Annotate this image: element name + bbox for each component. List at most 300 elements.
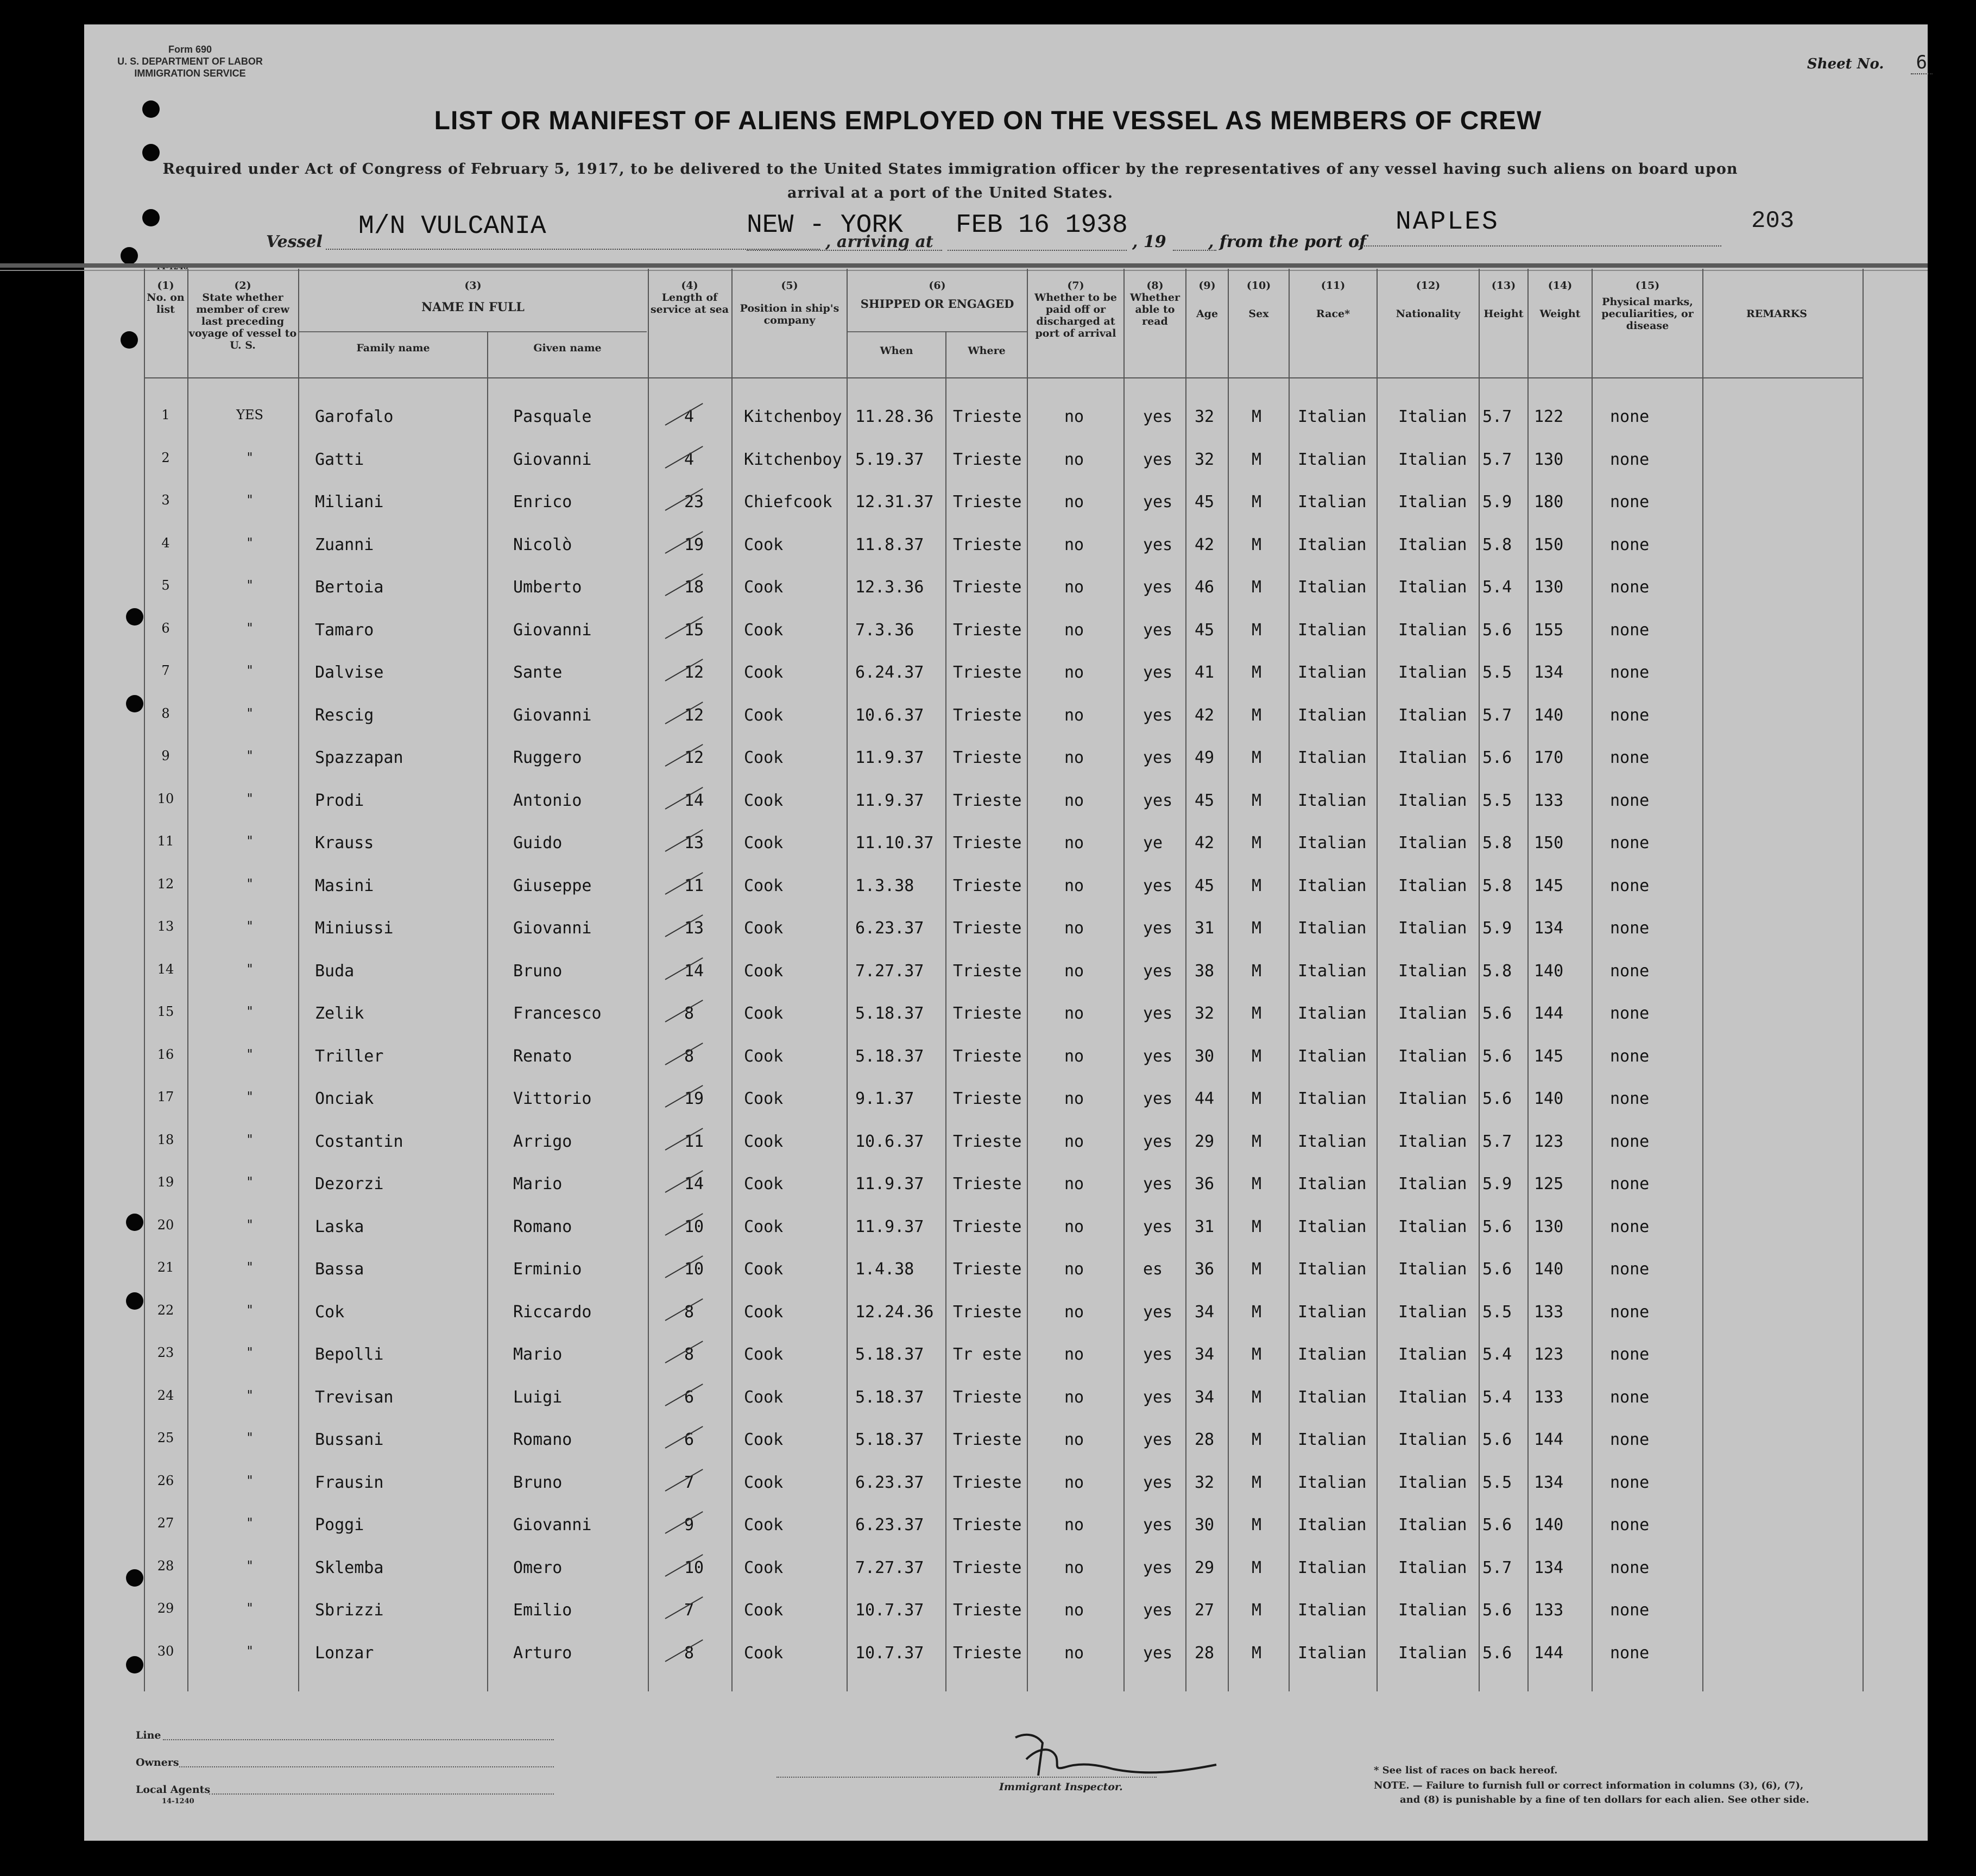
sex: M — [1252, 1430, 1262, 1449]
given-name: Enrico — [513, 492, 572, 511]
given-name: Pasquale — [513, 407, 592, 426]
nationality: Italian — [1398, 1558, 1467, 1577]
nationality: Italian — [1398, 1046, 1467, 1066]
family-name: Lonzar — [315, 1643, 374, 1663]
race: Italian — [1298, 450, 1367, 469]
given-name: Umberto — [513, 578, 582, 597]
shipped-when: 5.18.37 — [855, 1345, 924, 1364]
position: Kitchenboy — [744, 407, 842, 426]
physical-marks: none — [1610, 1515, 1650, 1534]
nationality: Italian — [1398, 1302, 1467, 1322]
height: 5.6 — [1482, 1430, 1512, 1449]
physical-marks: none — [1610, 961, 1650, 981]
family-name: Frausin — [315, 1473, 384, 1492]
previous-voyage: " — [247, 1601, 253, 1616]
position: Cook — [744, 663, 784, 682]
age: 44 — [1195, 1089, 1215, 1108]
race: Italian — [1298, 1046, 1367, 1066]
race: Italian — [1298, 705, 1367, 725]
departure-port: NAPLES — [1396, 207, 1499, 237]
row-number: 22 — [157, 1302, 174, 1318]
physical-marks: none — [1610, 1601, 1650, 1620]
family-name: Onciak — [315, 1089, 374, 1108]
length-of-service: 6 — [684, 1387, 695, 1407]
sex: M — [1252, 748, 1262, 767]
shipped-when: 5.18.37 — [855, 1004, 924, 1023]
nationality: Italian — [1398, 578, 1467, 597]
col-7-header: (7) Whether to be paid off or discharged at port of arrival — [1034, 280, 1117, 339]
family-name: Miniussi — [315, 919, 394, 938]
family-name: Masini — [315, 876, 374, 895]
previous-voyage: " — [247, 1046, 253, 1062]
age: 36 — [1195, 1174, 1215, 1193]
length-of-service: 4 — [684, 407, 695, 426]
age: 34 — [1195, 1387, 1215, 1407]
shipped-where: Trieste — [953, 1089, 1022, 1108]
length-of-service: 8 — [684, 1302, 695, 1322]
weight: 130 — [1534, 1217, 1564, 1236]
from-port-label: , from the port of — [1208, 232, 1367, 251]
family-name-header: Family name — [356, 342, 430, 354]
col-4-header: (4) Length of service at sea — [650, 280, 729, 315]
length-of-service: 14 — [684, 1174, 704, 1193]
given-name: Emilio — [513, 1601, 572, 1620]
sex: M — [1252, 1302, 1262, 1322]
row-number: 6 — [161, 620, 170, 636]
weight: 140 — [1534, 1515, 1564, 1534]
previous-voyage: " — [247, 1558, 253, 1574]
nationality: Italian — [1398, 1387, 1467, 1407]
given-name: Ruggero — [513, 748, 582, 767]
previous-voyage: " — [247, 450, 253, 465]
given-name: Nicolò — [513, 535, 572, 554]
position: Chiefcook — [744, 492, 832, 511]
owners-label: Owners — [136, 1757, 179, 1768]
previous-voyage: " — [247, 535, 253, 551]
race: Italian — [1298, 1302, 1367, 1322]
shipped-where: Trieste — [953, 1473, 1022, 1492]
paid-off: no — [1064, 1046, 1084, 1066]
shipped-when: 10.7.37 — [855, 1601, 924, 1620]
height: 5.6 — [1482, 748, 1512, 767]
length-of-service: 11 — [684, 1132, 704, 1151]
physical-marks: none — [1610, 1217, 1650, 1236]
sex: M — [1252, 450, 1262, 469]
nationality: Italian — [1398, 1430, 1467, 1449]
previous-voyage: " — [247, 492, 253, 508]
physical-marks: none — [1610, 919, 1650, 938]
previous-voyage: " — [247, 1174, 253, 1190]
position: Cook — [744, 1473, 784, 1492]
able-to-read: yes — [1143, 791, 1173, 810]
height: 5.9 — [1482, 492, 1512, 511]
weight: 144 — [1534, 1430, 1564, 1449]
height: 5.7 — [1482, 1558, 1512, 1577]
shipped-when: 7.27.37 — [855, 961, 924, 981]
paid-off: no — [1064, 919, 1084, 938]
paid-off: no — [1064, 748, 1084, 767]
race: Italian — [1298, 663, 1367, 682]
sex: M — [1252, 919, 1262, 938]
given-name: Sante — [513, 663, 563, 682]
family-name: Tamaro — [315, 620, 374, 640]
weight: 140 — [1534, 1260, 1564, 1279]
sex: M — [1252, 620, 1262, 640]
row-number: 12 — [157, 876, 174, 892]
form-issuer — [103, 43, 277, 79]
row-number: 21 — [157, 1260, 174, 1275]
given-name: Guido — [513, 833, 563, 852]
length-of-service: 8 — [684, 1046, 695, 1066]
weight: 133 — [1534, 1302, 1564, 1322]
col-13-header: (13) Height — [1483, 280, 1524, 320]
age: 34 — [1195, 1345, 1215, 1364]
given-name: Mario — [513, 1345, 563, 1364]
footer-form-code: 14-1240 — [162, 1797, 194, 1805]
shipped-when: 11.28.36 — [855, 407, 934, 426]
row-number: 25 — [157, 1430, 174, 1445]
sex: M — [1252, 1601, 1262, 1620]
previous-voyage: " — [247, 578, 253, 593]
position: Cook — [744, 876, 784, 895]
family-name: Sklemba — [315, 1558, 384, 1577]
physical-marks: none — [1610, 1558, 1650, 1577]
able-to-read: yes — [1143, 1004, 1173, 1023]
sex: M — [1252, 663, 1262, 682]
shipped-where: Trieste — [953, 876, 1022, 895]
height: 5.5 — [1482, 663, 1512, 682]
age: 45 — [1195, 791, 1215, 810]
weight: 125 — [1534, 1174, 1564, 1193]
position: Cook — [744, 1601, 784, 1620]
age: 31 — [1195, 1217, 1215, 1236]
length-of-service: 8 — [684, 1004, 695, 1023]
vessel-label: Vessel — [266, 232, 323, 251]
able-to-read: yes — [1143, 578, 1173, 597]
family-name: Spazzapan — [315, 748, 403, 767]
row-number: 13 — [157, 919, 174, 934]
able-to-read: yes — [1143, 620, 1173, 640]
previous-voyage: " — [247, 663, 253, 678]
shipped-when: 7.3.36 — [855, 620, 914, 640]
weight: 133 — [1534, 1601, 1564, 1620]
age: 45 — [1195, 620, 1215, 640]
family-name: Gatti — [315, 450, 364, 469]
race: Italian — [1298, 1217, 1367, 1236]
col-3-header: (3) NAME IN FULL — [421, 280, 525, 314]
physical-marks: none — [1610, 876, 1650, 895]
shipped-when: 11.8.37 — [855, 535, 924, 554]
row-number: 9 — [161, 748, 170, 763]
col-15-header: (15) Physical marks, peculiarities, or disease — [1601, 280, 1694, 332]
position: Cook — [744, 833, 784, 852]
position: Cook — [744, 1046, 784, 1066]
age: 46 — [1195, 578, 1215, 597]
sheet-label: Sheet No. — [1807, 56, 1884, 72]
service-name: IMMIGRATION SERVICE — [134, 68, 246, 79]
physical-marks: none — [1610, 705, 1650, 725]
shipped-where: Trieste — [953, 663, 1022, 682]
family-name: Cok — [315, 1302, 345, 1322]
arriving-label: , arriving at — [825, 232, 933, 251]
weight: 122 — [1534, 407, 1564, 426]
physical-marks: none — [1610, 1004, 1650, 1023]
punch-hole — [126, 1292, 143, 1310]
row-number: 29 — [157, 1601, 174, 1616]
shipped-when: 5.19.37 — [855, 450, 924, 469]
given-name: Romano — [513, 1430, 572, 1449]
race: Italian — [1298, 919, 1367, 938]
paid-off: no — [1064, 407, 1084, 426]
row-number: 2 — [161, 450, 170, 465]
year-label: , 19 — [1132, 232, 1166, 251]
position: Cook — [744, 1643, 784, 1663]
weight: 144 — [1534, 1643, 1564, 1663]
able-to-read: yes — [1143, 876, 1173, 895]
age: 34 — [1195, 1302, 1215, 1322]
row-number: 10 — [157, 791, 174, 806]
physical-marks: none — [1610, 748, 1650, 767]
previous-voyage: " — [247, 1217, 253, 1233]
length-of-service: 6 — [684, 1430, 695, 1449]
physical-marks: none — [1610, 1089, 1650, 1108]
paid-off: no — [1064, 1302, 1084, 1322]
given-name: Mario — [513, 1174, 563, 1193]
given-name: Arrigo — [513, 1132, 572, 1151]
age: 49 — [1195, 748, 1215, 767]
row-number: 8 — [161, 705, 170, 721]
row-number: 16 — [157, 1046, 174, 1062]
age: 30 — [1195, 1046, 1215, 1066]
sheet-value: 6 — [1911, 52, 1933, 74]
family-name: Miliani — [315, 492, 384, 511]
shipped-where: Trieste — [953, 407, 1022, 426]
given-name: Arturo — [513, 1643, 572, 1663]
paid-off: no — [1064, 1430, 1084, 1449]
able-to-read: yes — [1143, 748, 1173, 767]
nationality: Italian — [1398, 748, 1467, 767]
race: Italian — [1298, 748, 1367, 767]
department-name: U. S. DEPARTMENT OF LABOR — [117, 56, 263, 67]
sex: M — [1252, 1515, 1262, 1534]
able-to-read: yes — [1143, 1643, 1173, 1663]
sex: M — [1252, 833, 1262, 852]
weight: 180 — [1534, 492, 1564, 511]
length-of-service: 10 — [684, 1558, 704, 1577]
given-name: Giuseppe — [513, 876, 592, 895]
row-number: 23 — [157, 1345, 174, 1360]
shipped-when: 10.6.37 — [855, 1132, 924, 1151]
nationality: Italian — [1398, 1643, 1467, 1663]
race: Italian — [1298, 1601, 1367, 1620]
length-of-service: 4 — [684, 450, 695, 469]
able-to-read: yes — [1143, 1558, 1173, 1577]
weight: 145 — [1534, 876, 1564, 895]
shipped-where: Trieste — [953, 1515, 1022, 1534]
previous-voyage: " — [247, 1132, 253, 1147]
age: 32 — [1195, 407, 1215, 426]
punch-hole — [121, 331, 138, 349]
row-number: 3 — [161, 492, 170, 508]
paid-off: no — [1064, 1387, 1084, 1407]
row-number: 14 — [157, 961, 174, 977]
length-of-service: 11 — [684, 876, 704, 895]
shipped-when: 6.23.37 — [855, 1473, 924, 1492]
punch-hole — [126, 1214, 143, 1231]
sex: M — [1252, 1004, 1262, 1023]
row-number: 26 — [157, 1473, 174, 1488]
physical-marks: none — [1610, 1345, 1650, 1364]
nationality: Italian — [1398, 450, 1467, 469]
able-to-read: es — [1143, 1260, 1163, 1279]
length-of-service: 9 — [684, 1515, 695, 1534]
physical-marks: none — [1610, 1302, 1650, 1322]
sex: M — [1252, 407, 1262, 426]
age: 45 — [1195, 876, 1215, 895]
col-10-header: (10) Sex — [1246, 280, 1271, 320]
shipped-where: Trieste — [953, 578, 1022, 597]
nationality: Italian — [1398, 663, 1467, 682]
punch-hole — [142, 209, 160, 226]
nationality: Italian — [1398, 876, 1467, 895]
weight: 150 — [1534, 833, 1564, 852]
sex: M — [1252, 578, 1262, 597]
paid-off: no — [1064, 1089, 1084, 1108]
shipped-where: Trieste — [953, 1132, 1022, 1151]
weight: 134 — [1534, 1473, 1564, 1492]
col-14-header: (14) Weight — [1539, 280, 1581, 320]
previous-voyage: " — [247, 705, 253, 721]
race: Italian — [1298, 1515, 1367, 1534]
length-of-service: 19 — [684, 1089, 704, 1108]
race: Italian — [1298, 1643, 1367, 1663]
previous-voyage: " — [247, 1515, 253, 1531]
physical-marks: none — [1610, 492, 1650, 511]
paid-off: no — [1064, 1132, 1084, 1151]
nationality: Italian — [1398, 1132, 1467, 1151]
row-number: 15 — [157, 1004, 174, 1019]
age: 36 — [1195, 1260, 1215, 1279]
row-number: 17 — [157, 1089, 174, 1104]
position: Cook — [744, 1260, 784, 1279]
given-name: Giovanni — [513, 705, 592, 725]
family-name: Trevisan — [315, 1387, 394, 1407]
family-name: Zelik — [315, 1004, 364, 1023]
nationality: Italian — [1398, 492, 1467, 511]
nationality: Italian — [1398, 1089, 1467, 1108]
shipped-when: 9.1.37 — [855, 1089, 914, 1108]
fine-note-line-1: NOTE. — Failure to furnish full or correct information in columns (3), (6), (7), — [1374, 1780, 1804, 1791]
family-name: Bassa — [315, 1260, 364, 1279]
nationality: Italian — [1398, 919, 1467, 938]
paid-off: no — [1064, 876, 1084, 895]
physical-marks: none — [1610, 535, 1650, 554]
paid-off: no — [1064, 492, 1084, 511]
previous-voyage: YES — [236, 407, 263, 422]
previous-voyage: " — [247, 748, 253, 763]
shipped-when: 1.3.38 — [855, 876, 914, 895]
able-to-read: yes — [1143, 1046, 1173, 1066]
col-2-header: (2) State whether member of crew last preceding voyage of vessel to U. S. — [188, 280, 297, 351]
shipped-when: 6.24.37 — [855, 663, 924, 682]
paid-off: no — [1064, 620, 1084, 640]
shipped-where: Trieste — [953, 1260, 1022, 1279]
shipped-where: Trieste — [953, 1302, 1022, 1322]
nationality: Italian — [1398, 1515, 1467, 1534]
paid-off: no — [1064, 705, 1084, 725]
shipped-where: Trieste — [953, 919, 1022, 938]
shipped-where: Trieste — [953, 1217, 1022, 1236]
col-12-header: (12) Nationality — [1396, 280, 1461, 320]
able-to-read: yes — [1143, 1430, 1173, 1449]
height: 5.6 — [1482, 1217, 1512, 1236]
sex: M — [1252, 1174, 1262, 1193]
shipped-where: Trieste — [953, 833, 1022, 852]
weight: 134 — [1534, 663, 1564, 682]
where-header: Where — [968, 345, 1006, 357]
weight: 123 — [1534, 1345, 1564, 1364]
nationality: Italian — [1398, 1601, 1467, 1620]
punch-hole — [126, 695, 143, 712]
physical-marks: none — [1610, 1132, 1650, 1151]
paid-off: no — [1064, 791, 1084, 810]
previous-voyage: " — [247, 1643, 253, 1659]
paid-off: no — [1064, 450, 1084, 469]
able-to-read: yes — [1143, 961, 1173, 981]
row-number: 11 — [157, 833, 174, 849]
vessel-name: M/N VULCANIA — [358, 212, 546, 241]
length-of-service: 12 — [684, 748, 704, 767]
nationality: Italian — [1398, 1174, 1467, 1193]
height: 5.5 — [1482, 791, 1512, 810]
manifest-title: LIST OR MANIFEST OF ALIENS EMPLOYED ON THE VESSEL AS MEMBERS OF CREW — [434, 106, 1542, 135]
family-name: Dalvise — [315, 663, 384, 682]
given-name: Vittorio — [513, 1089, 592, 1108]
race: Italian — [1298, 407, 1367, 426]
nationality: Italian — [1398, 620, 1467, 640]
sex: M — [1252, 492, 1262, 511]
races-note: * See list of races on back hereof. — [1374, 1765, 1558, 1776]
nationality: Italian — [1398, 705, 1467, 725]
family-name: Buda — [315, 961, 355, 981]
col-8-header: (8) Whether able to read — [1130, 280, 1180, 327]
crew-table — [144, 263, 1863, 1691]
able-to-read: yes — [1143, 492, 1173, 511]
able-to-read: yes — [1143, 1473, 1173, 1492]
shipped-when: 11.9.37 — [855, 791, 924, 810]
given-name: Luigi — [513, 1387, 563, 1407]
given-name: Riccardo — [513, 1302, 592, 1322]
able-to-read: yes — [1143, 1132, 1173, 1151]
given-name: Francesco — [513, 1004, 602, 1023]
previous-voyage: " — [247, 1387, 253, 1403]
able-to-read: yes — [1143, 450, 1173, 469]
given-name: Giovanni — [513, 919, 592, 938]
position: Cook — [744, 1302, 784, 1322]
paid-off: no — [1064, 1174, 1084, 1193]
row-number: 19 — [157, 1174, 174, 1190]
height: 5.4 — [1482, 1387, 1512, 1407]
col-1-header: (1) No. on list — [147, 280, 185, 315]
age: 45 — [1195, 492, 1215, 511]
shipped-where: Tr este — [953, 1345, 1022, 1364]
shipped-where: Trieste — [953, 450, 1022, 469]
position: Cook — [744, 1558, 784, 1577]
position: Cook — [744, 578, 784, 597]
race: Italian — [1298, 961, 1367, 981]
length-of-service: 7 — [684, 1473, 695, 1492]
family-name: Zuanni — [315, 535, 374, 554]
